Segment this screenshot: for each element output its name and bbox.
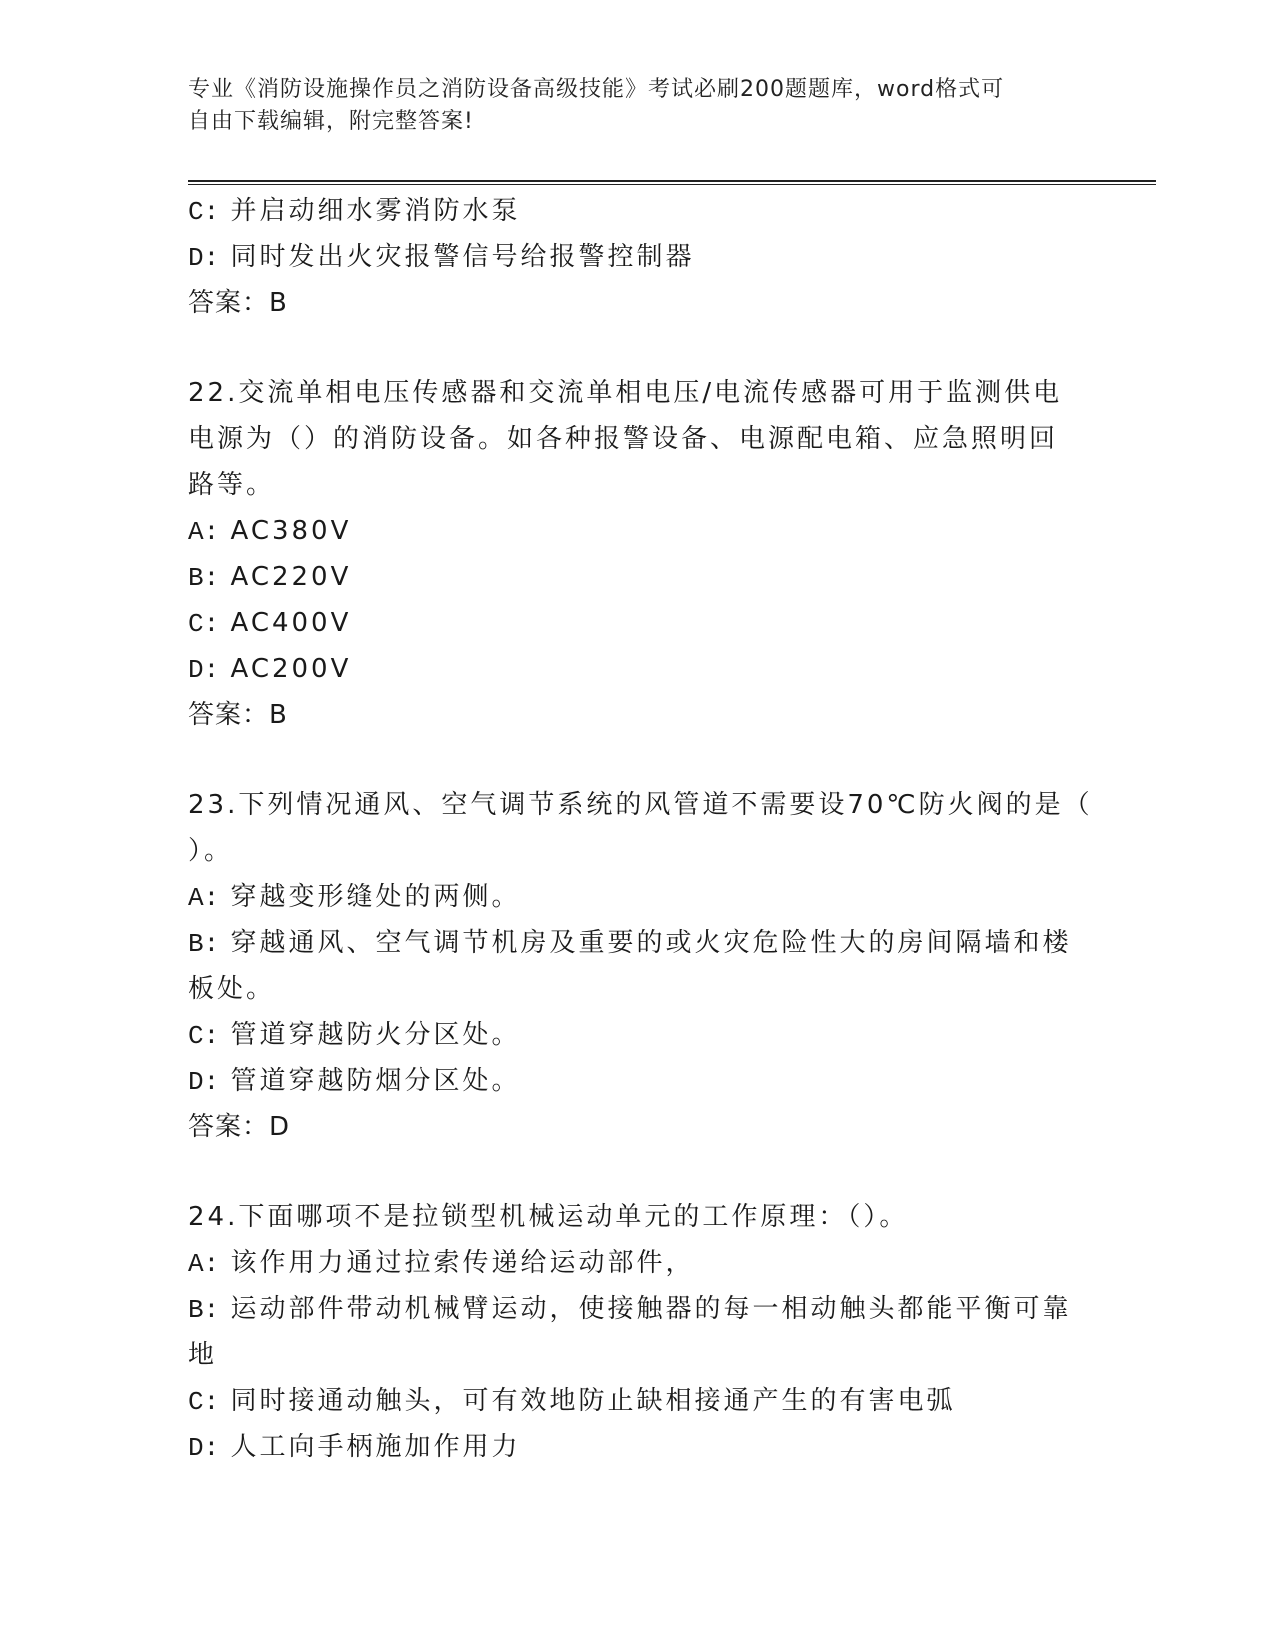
question-21-tail: [188, 188, 1088, 326]
option-a: A: 该作用力通过拉索传递给运动部件，: [188, 1248, 695, 1279]
question-24: [188, 1194, 1088, 1470]
option-c: C: 同时接通动触头，可有效地防止缺相接通产生的有害电弧: [188, 1386, 956, 1417]
question-23: [188, 782, 1093, 1150]
answer: 答案：B: [188, 288, 288, 318]
answer: 答案：D: [188, 1112, 291, 1142]
option-b: B: 穿越通风、空气调节机房及重要的或火灾危险性大的房间隔墙和楼: [188, 928, 1072, 959]
question-stem-line: 22.交流单相电压传感器和交流单相电压/电流传感器可用于监测供电: [188, 378, 1063, 408]
question-22: [188, 370, 1088, 738]
option-c: C: AC400V: [188, 608, 352, 639]
option-a: A: AC380V: [188, 516, 352, 547]
question-content: [188, 188, 1093, 1470]
question-stem-line: 路等。: [188, 470, 276, 500]
option-c: C: 管道穿越防火分区处。: [188, 1020, 521, 1051]
option-d: D: 管道穿越防烟分区处。: [188, 1066, 521, 1097]
option-d: D: 人工向手柄施加作用力: [188, 1432, 521, 1463]
option-b: B: AC220V: [188, 562, 352, 593]
option-c: C: 并启动细水雾消防水泵: [188, 196, 521, 227]
header-line-1-text: 专业《消防设施操作员之消防设备高级技能》考试必刷200题题库，word格式可: [188, 77, 1005, 102]
option-d: D: AC200V: [188, 654, 352, 685]
question-stem-line: ）。: [188, 836, 234, 866]
header-divider-thick: [188, 180, 1156, 182]
question-stem-line: 23.下列情况通风、空气调节系统的风管道不需要设70℃防火阀的是（: [188, 790, 1093, 820]
question-stem-line: 电源为（）的消防设备。如各种报警设备、电源配电箱、应急照明回: [188, 424, 1059, 454]
page-header: [188, 74, 1068, 138]
header-divider-thin: [188, 184, 1156, 185]
option-b: B: 运动部件带动机械臂运动，使接触器的每一相动触头都能平衡可靠: [188, 1294, 1072, 1325]
option-b-continued: 地: [188, 1340, 218, 1370]
option-b-continued: 板处。: [188, 974, 276, 1004]
header-line-2-text: 自由下载编辑，附完整答案!: [188, 109, 474, 134]
question-stem-line: 24.下面哪项不是拉锁型机械运动单元的工作原理：（）。: [188, 1202, 909, 1232]
option-d: D: 同时发出火灾报警信号给报警控制器: [188, 242, 695, 273]
option-a: A: 穿越变形缝处的两侧。: [188, 882, 521, 913]
answer: 答案：B: [188, 700, 288, 730]
